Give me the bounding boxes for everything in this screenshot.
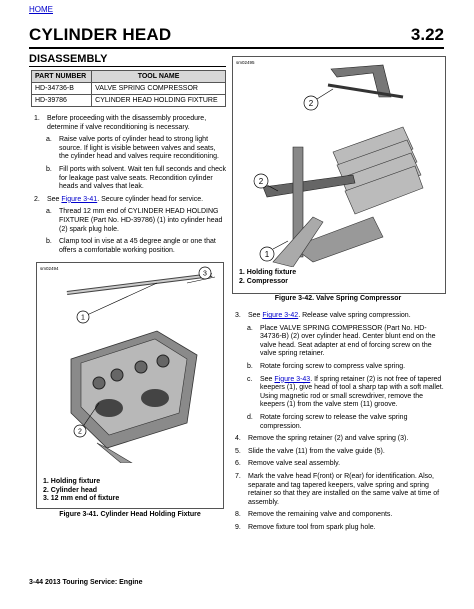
figure-legend (239, 269, 296, 286)
page-footer: 3-44 2013 Touring Service: Engine (29, 579, 143, 586)
table-header: PART NUMBER (32, 71, 92, 83)
tools-table (31, 70, 226, 107)
step-text-pre: See (260, 375, 275, 383)
step-number: 3. (235, 312, 241, 319)
table-cell: HD-39786 (32, 95, 92, 107)
callout-2: 2 (308, 99, 314, 108)
figure-3-42 (232, 56, 446, 294)
legend-item: 2. Compressor (239, 277, 289, 285)
step-text-post: . Release valve spring compression. (298, 312, 411, 319)
table-header: TOOL NAME (92, 71, 226, 83)
page-title: CYLINDER HEAD (29, 25, 172, 44)
step-2b (31, 238, 227, 255)
step-letter: a. (247, 324, 253, 332)
step-number: 5. (235, 447, 241, 455)
table-row (32, 83, 226, 95)
step-text: Remove the remaining valve and components. (248, 511, 393, 519)
step-3c (232, 376, 444, 410)
step-number: 2. (34, 195, 40, 203)
header-rule (29, 47, 444, 49)
step-text: Remove the spring retainer (2) and valve spring (3). (248, 435, 409, 443)
step-3a (232, 325, 444, 359)
step-2 (31, 196, 227, 256)
step-9 (232, 524, 444, 533)
step-number: 9. (235, 523, 241, 531)
step-text: Remove fixture tool from spark plug hole. (248, 523, 376, 531)
step-text: Rotate forcing screw to compress valve spring. (260, 362, 406, 370)
callout-1: 1 (264, 250, 270, 259)
table-row (32, 95, 226, 107)
legend-item: 2. Cylinder head (43, 486, 98, 494)
callout-2: 2 (258, 177, 264, 186)
step-letter: b. (46, 238, 52, 246)
figure-legend (43, 478, 119, 504)
step-2a (31, 208, 227, 234)
page-number: 3.22 (410, 25, 444, 44)
step-text: Clamp tool in vise at a 45 degree angle or one that offers a comfortable working position. (59, 238, 216, 254)
step-5 (232, 448, 444, 457)
cylinder-head-fixture-illustration (37, 263, 223, 463)
section-rule (29, 66, 226, 67)
step-text: Before proceeding with the disassembly procedure, determine if valve reconditioning is necessary. (47, 115, 207, 131)
step-text: Remove valve seal assembly. (248, 460, 341, 468)
step-text-post: . If spring retainer (2) is not free of tapered keepers (1), give head of tool a sharp tap with a soft mallet. Using magnetic rod or small screwdriver, remove the keepers (1) from the valve stem (11) groove. (260, 375, 444, 409)
step-1 (31, 115, 227, 192)
step-text-post: . Secure cylinder head for service. (97, 195, 204, 203)
home-link[interactable]: HOME (29, 5, 53, 14)
table-cell: VALVE SPRING COMPRESSOR (92, 83, 226, 95)
legend-item: 3. 12 mm end of fixture (43, 495, 120, 502)
step-4 (232, 435, 444, 444)
figure-id: sm02495 (236, 60, 255, 65)
legend-item: 1. Holding fixture (43, 478, 101, 485)
figure-caption: Figure 3-42. Valve Spring Compressor (274, 295, 402, 302)
valve-spring-compressor-illustration (233, 57, 445, 267)
legend-item: 1. Holding fixture (239, 269, 297, 276)
table-cell: CYLINDER HEAD HOLDING FIXTURE (92, 95, 226, 107)
step-number: 8. (235, 511, 241, 519)
step-text: Raise valve ports of cylinder head to strong light source. If light is visible between valves and seats, the cylinder head and valves require reconditioning. (59, 136, 219, 161)
step-8 (232, 511, 444, 520)
callout-2: 2 (78, 428, 82, 436)
step-number: 1. (34, 115, 40, 122)
step-7 (232, 473, 444, 507)
step-1a (31, 136, 227, 162)
step-text: Mark the valve head F(ront) or R(ear) for identification. Also, separate and tag tapered keepers, valve spring and spring retainer so that they are installed on the same valve at time of assembly. (248, 472, 440, 506)
step-letter: a. (46, 136, 52, 144)
step-3 (232, 312, 444, 431)
step-text-pre: See (47, 195, 62, 203)
section-heading: DISASSEMBLY (29, 53, 108, 65)
figure-3-41-link[interactable]: Figure 3-41 (61, 195, 98, 203)
step-3b (232, 363, 444, 372)
step-number: 4. (235, 435, 241, 443)
step-text: Rotate forcing screw to release the valve spring compression. (260, 413, 408, 430)
figure-3-42-link[interactable]: Figure 3-42 (262, 312, 299, 319)
callout-1: 1 (81, 314, 85, 322)
step-number: 7. (235, 472, 241, 480)
step-text: Thread 12 mm end of CYLINDER HEAD HOLDING FIXTURE (Part No. HD-39786) (1) into cylinder head (2) spark plug hole. (59, 208, 223, 233)
figure-caption: Figure 3-41. Cylinder Head Holding Fixture (59, 511, 201, 518)
step-letter: a. (46, 208, 52, 216)
step-letter: b. (247, 362, 253, 370)
figure-3-41 (36, 262, 224, 509)
step-6 (232, 460, 444, 469)
figure-id: sm02494 (40, 266, 59, 271)
callout-3: 3 (203, 270, 207, 278)
step-number: 6. (235, 460, 241, 468)
left-procedure (31, 115, 227, 259)
step-letter: c. (247, 375, 253, 383)
step-text: Place VALVE SPRING COMPRESSOR (Part No. HD-34736-B) (2) over cylinder head. Center blunt end on the valve head. Seat adapter at end of forcing screw on the valve spring retainer. (260, 324, 436, 358)
step-text: Slide the valve (11) from the valve guide (5). (248, 447, 385, 455)
step-letter: b. (46, 165, 52, 173)
step-text-pre: See (248, 312, 263, 319)
right-procedure (232, 312, 444, 536)
table-cell: HD-34736-B (32, 83, 92, 95)
step-3d (232, 414, 444, 431)
figure-3-43-link[interactable]: Figure 3-43 (274, 375, 311, 383)
step-letter: d. (247, 413, 253, 421)
table-header-row (32, 71, 226, 83)
step-text: Fill ports with solvent. Wait ten full seconds and check for leakage past valve seats. Recondition cylinder heads and valves that leak. (59, 165, 227, 191)
step-1b (31, 166, 227, 192)
